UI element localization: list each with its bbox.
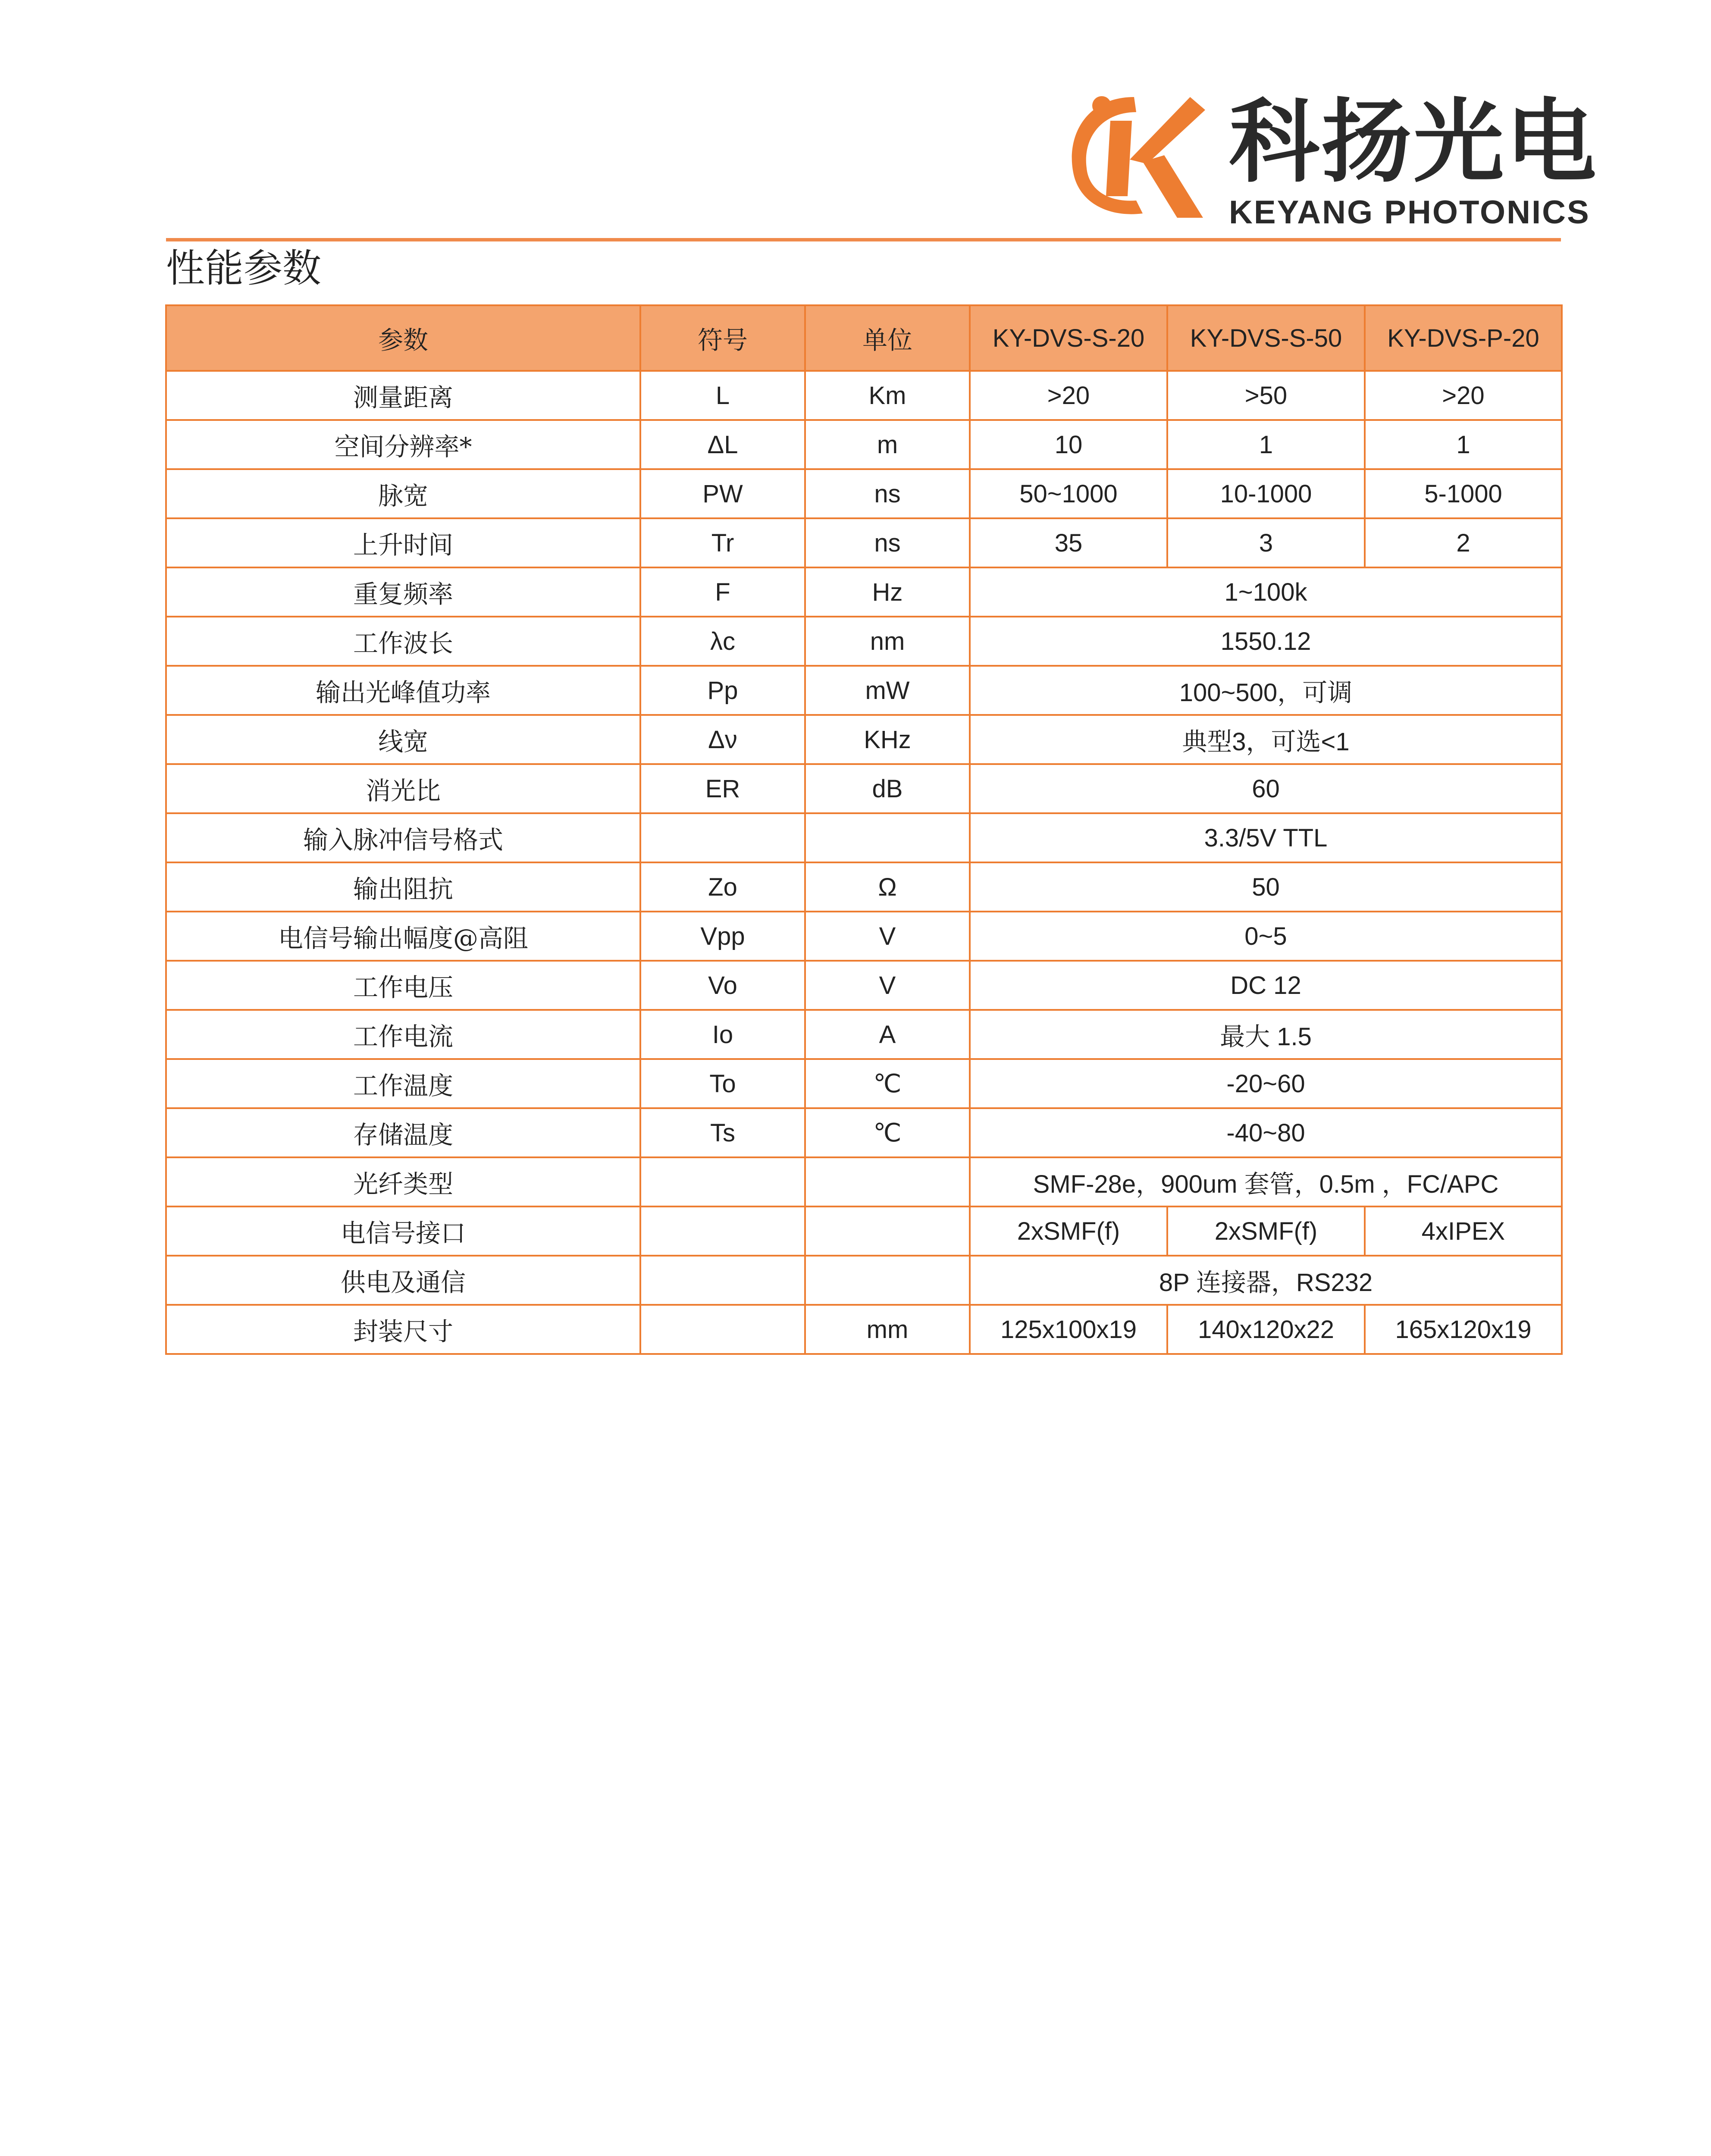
- param-name-cell: 光纤类型: [166, 1157, 640, 1206]
- unit-cell: [805, 1256, 970, 1305]
- table-row: [166, 567, 1562, 617]
- header-model-s20: KY-DVS-S-20: [970, 305, 1167, 371]
- symbol-cell: ΔL: [640, 420, 805, 469]
- symbol-cell: F: [640, 567, 805, 617]
- value-cell: 2xSMF(f): [1167, 1206, 1365, 1256]
- value-cell: 50~1000: [970, 469, 1167, 518]
- value-cell-merged: 60: [970, 764, 1562, 813]
- value-cell-merged: 典型3，可选<1: [970, 715, 1562, 764]
- symbol-cell: [640, 1256, 805, 1305]
- param-name-cell: 工作波长: [166, 617, 640, 666]
- symbol-cell: Vpp: [640, 912, 805, 961]
- symbol-cell: [640, 1157, 805, 1206]
- unit-cell: Ω: [805, 862, 970, 912]
- unit-cell: V: [805, 912, 970, 961]
- unit-cell: V: [805, 961, 970, 1010]
- table-row: [166, 1256, 1562, 1305]
- value-cell: 1: [1167, 420, 1365, 469]
- unit-cell: ns: [805, 469, 970, 518]
- unit-cell: dB: [805, 764, 970, 813]
- value-cell: 125x100x19: [970, 1305, 1167, 1354]
- value-cell-merged: 最大 1.5: [970, 1010, 1562, 1059]
- symbol-cell: PW: [640, 469, 805, 518]
- param-name-cell: 输入脉冲信号格式: [166, 813, 640, 862]
- unit-cell: Km: [805, 371, 970, 420]
- table-row: [166, 912, 1562, 961]
- symbol-cell: L: [640, 371, 805, 420]
- symbol-cell: [640, 1206, 805, 1256]
- unit-cell: ℃: [805, 1108, 970, 1157]
- value-cell: >20: [1365, 371, 1562, 420]
- table-row: [166, 1108, 1562, 1157]
- param-name-cell: 供电及通信: [166, 1256, 640, 1305]
- table-header-row: [166, 305, 1562, 371]
- unit-cell: mW: [805, 666, 970, 715]
- value-cell: >50: [1167, 371, 1365, 420]
- table-row: [166, 1157, 1562, 1206]
- param-name-cell: 脉宽: [166, 469, 640, 518]
- value-cell: 10-1000: [1167, 469, 1365, 518]
- param-name-cell: 重复频率: [166, 567, 640, 617]
- table-row: [166, 371, 1562, 420]
- table-row: [166, 420, 1562, 469]
- symbol-cell: ER: [640, 764, 805, 813]
- param-name-cell: 封装尺寸: [166, 1305, 640, 1354]
- unit-cell: [805, 1157, 970, 1206]
- param-name-cell: 输出阻抗: [166, 862, 640, 912]
- logo-chinese-text: 科扬光电: [1229, 89, 1598, 195]
- unit-cell: [805, 813, 970, 862]
- value-cell-merged: 3.3/5V TTL: [970, 813, 1562, 862]
- header-model-p20: KY-DVS-P-20: [1365, 305, 1562, 371]
- value-cell-merged: -40~80: [970, 1108, 1562, 1157]
- table-row: [166, 666, 1562, 715]
- value-cell-merged: SMF-28e，900um 套管，0.5m ，FC/APC: [970, 1157, 1562, 1206]
- table-row: [166, 862, 1562, 912]
- header-model-s50: KY-DVS-S-50: [1167, 305, 1365, 371]
- value-cell: 3: [1167, 518, 1365, 567]
- unit-cell: ℃: [805, 1059, 970, 1108]
- symbol-cell: λc: [640, 617, 805, 666]
- param-name-cell: 工作温度: [166, 1059, 640, 1108]
- symbol-cell: To: [640, 1059, 805, 1108]
- value-cell: 140x120x22: [1167, 1305, 1365, 1354]
- table-row: [166, 1010, 1562, 1059]
- keyang-logo-icon: [1061, 80, 1207, 226]
- symbol-cell: Zo: [640, 862, 805, 912]
- value-cell: 2: [1365, 518, 1562, 567]
- param-name-cell: 电信号输出幅度@高阻: [166, 912, 640, 961]
- value-cell: >20: [970, 371, 1167, 420]
- symbol-cell: [640, 813, 805, 862]
- table-row: [166, 518, 1562, 567]
- symbol-cell: Tr: [640, 518, 805, 567]
- param-name-cell: 测量距离: [166, 371, 640, 420]
- table-row: [166, 1206, 1562, 1256]
- table-row: [166, 617, 1562, 666]
- symbol-cell: Pp: [640, 666, 805, 715]
- company-logo: [1061, 80, 1598, 231]
- symbol-cell: Io: [640, 1010, 805, 1059]
- param-name-cell: 工作电流: [166, 1010, 640, 1059]
- param-name-cell: 电信号接口: [166, 1206, 640, 1256]
- spec-table: [165, 304, 1563, 1355]
- value-cell-merged: 100~500，可调: [970, 666, 1562, 715]
- param-name-cell: 消光比: [166, 764, 640, 813]
- symbol-cell: Vo: [640, 961, 805, 1010]
- value-cell-merged: 0~5: [970, 912, 1562, 961]
- unit-cell: mm: [805, 1305, 970, 1354]
- param-name-cell: 工作电压: [166, 961, 640, 1010]
- symbol-cell: Ts: [640, 1108, 805, 1157]
- table-row: [166, 715, 1562, 764]
- unit-cell: Hz: [805, 567, 970, 617]
- table-row: [166, 469, 1562, 518]
- value-cell: 1: [1365, 420, 1562, 469]
- param-name-cell: 空间分辨率*: [166, 420, 640, 469]
- table-body: [166, 371, 1562, 1354]
- header-symbol: 符号: [640, 305, 805, 371]
- param-name-cell: 输出光峰值功率: [166, 666, 640, 715]
- table-row: [166, 764, 1562, 813]
- value-cell: 4xIPEX: [1365, 1206, 1562, 1256]
- unit-cell: [805, 1206, 970, 1256]
- unit-cell: nm: [805, 617, 970, 666]
- unit-cell: ns: [805, 518, 970, 567]
- value-cell: 5-1000: [1365, 469, 1562, 518]
- value-cell: 2xSMF(f): [970, 1206, 1167, 1256]
- param-name-cell: 上升时间: [166, 518, 640, 567]
- value-cell: 165x120x19: [1365, 1305, 1562, 1354]
- header-unit: 单位: [805, 305, 970, 371]
- unit-cell: KHz: [805, 715, 970, 764]
- value-cell: 10: [970, 420, 1167, 469]
- value-cell-merged: 1550.12: [970, 617, 1562, 666]
- table-row: [166, 1059, 1562, 1108]
- param-name-cell: 存储温度: [166, 1108, 640, 1157]
- symbol-cell: Δν: [640, 715, 805, 764]
- table-row: [166, 961, 1562, 1010]
- section-title: 性能参数: [166, 246, 321, 291]
- value-cell-merged: -20~60: [970, 1059, 1562, 1108]
- value-cell-merged: DC 12: [970, 961, 1562, 1010]
- logo-english-text: KEYANG PHOTONICS: [1229, 194, 1590, 231]
- value-cell-merged: 1~100k: [970, 567, 1562, 617]
- value-cell-merged: 8P 连接器，RS232: [970, 1256, 1562, 1305]
- symbol-cell: [640, 1305, 805, 1354]
- param-name-cell: 线宽: [166, 715, 640, 764]
- header-divider: [166, 238, 1561, 241]
- unit-cell: A: [805, 1010, 970, 1059]
- table-row: [166, 813, 1562, 862]
- value-cell-merged: 50: [970, 862, 1562, 912]
- header-param: 参数: [166, 305, 640, 371]
- unit-cell: m: [805, 420, 970, 469]
- table-row: [166, 1305, 1562, 1354]
- value-cell: 35: [970, 518, 1167, 567]
